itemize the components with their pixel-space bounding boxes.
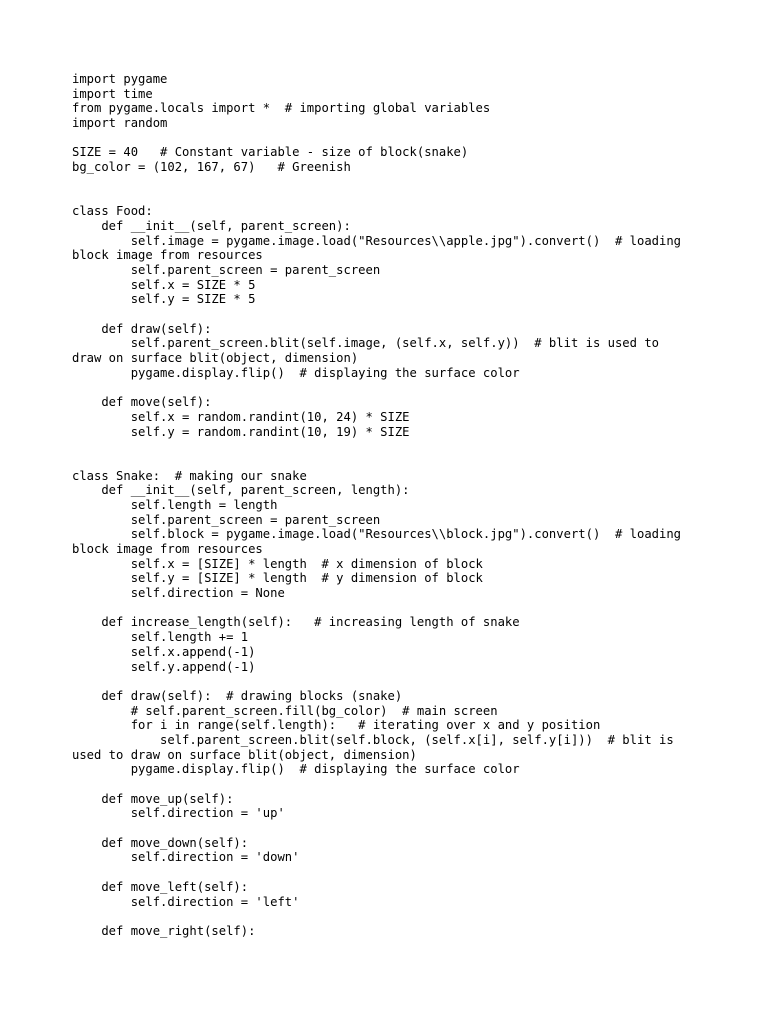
code-line: self.parent_screen.blit(self.block, (self.x[i], self.y[i])) # blit is <box>72 732 674 747</box>
code-line: block image from resources <box>72 248 263 263</box>
code-line: import random <box>72 116 168 131</box>
code-line: self.y.append(-1) <box>72 659 256 674</box>
code-listing <box>72 72 712 939</box>
code-line <box>72 674 712 689</box>
code-line: self.x = random.randint(10, 24) * SIZE <box>72 409 410 424</box>
code-line <box>72 175 712 190</box>
code-line: self.parent_screen = parent_screen <box>72 262 381 277</box>
code-line <box>72 131 712 146</box>
code-line: def move(self): <box>72 395 212 410</box>
code-line <box>72 454 712 469</box>
code-line: def __init__(self, parent_screen): <box>72 218 351 233</box>
code-line: self.x = SIZE * 5 <box>72 277 256 292</box>
code-line: from pygame.locals import * # importing global variables <box>72 101 491 116</box>
code-line: def move_right(self): <box>72 923 256 938</box>
code-line: block image from resources <box>72 542 263 556</box>
code-line: self.x = [SIZE] * length # x dimension of block <box>72 556 483 571</box>
code-line: class Food: <box>72 204 153 219</box>
code-line: for i in range(self.length): # iterating over x and y position <box>72 718 601 733</box>
code-line: self.parent_screen.blit(self.image, (self.x, self.y)) # blit is used to <box>72 336 659 351</box>
code-line: def draw(self): # drawing blocks (snake) <box>72 688 403 703</box>
code-line: self.y = [SIZE] * length # y dimension of block <box>72 571 483 586</box>
code-line: self.direction = 'down' <box>72 850 300 865</box>
code-line: self.direction = None <box>72 586 285 601</box>
code-line <box>72 601 712 616</box>
code-line <box>72 909 712 924</box>
code-line <box>72 821 712 836</box>
code-line <box>72 439 712 454</box>
code-line: self.length = length <box>72 497 278 512</box>
code-line: pygame.display.flip() # displaying the surface color <box>72 365 520 380</box>
code-line: self.direction = 'up' <box>72 806 285 821</box>
code-line: self.block = pygame.image.load("Resources\\block.jpg").convert() # loading <box>72 527 682 542</box>
code-line: self.image = pygame.image.load("Resources\\apple.jpg").convert() # loading <box>72 233 682 248</box>
code-line: pygame.display.flip() # displaying the surface color <box>72 762 520 777</box>
code-line: def draw(self): <box>72 321 212 336</box>
code-line: def increase_length(self): # increasing length of snake <box>72 615 520 630</box>
code-line <box>72 380 712 395</box>
code-line: self.direction = 'left' <box>72 894 300 909</box>
code-line <box>72 190 712 205</box>
code-line: draw on surface blit(object, dimension) <box>72 351 359 366</box>
code-line: self.x.append(-1) <box>72 644 256 659</box>
code-line: import pygame <box>72 72 168 86</box>
code-line: bg_color = (102, 167, 67) # Greenish <box>72 160 351 175</box>
code-line: def move_down(self): <box>72 835 249 850</box>
code-line: used to draw on surface blit(object, dimension) <box>72 747 417 762</box>
code-line: def move_up(self): <box>72 791 234 806</box>
code-line: self.y = random.randint(10, 19) * SIZE <box>72 424 410 439</box>
code-line: self.parent_screen = parent_screen <box>72 512 381 527</box>
code-line: def __init__(self, parent_screen, length): <box>72 483 410 498</box>
code-line: self.y = SIZE * 5 <box>72 292 256 307</box>
code-line: def move_left(self): <box>72 879 249 894</box>
code-line <box>72 865 712 880</box>
code-line: SIZE = 40 # Constant variable - size of block(snake) <box>72 145 469 160</box>
code-line <box>72 777 712 792</box>
code-line <box>72 307 712 322</box>
code-line: self.length += 1 <box>72 630 249 645</box>
code-line: import time <box>72 86 153 101</box>
code-line: # self.parent_screen.fill(bg_color) # main screen <box>72 703 498 718</box>
code-line: class Snake: # making our snake <box>72 468 307 483</box>
